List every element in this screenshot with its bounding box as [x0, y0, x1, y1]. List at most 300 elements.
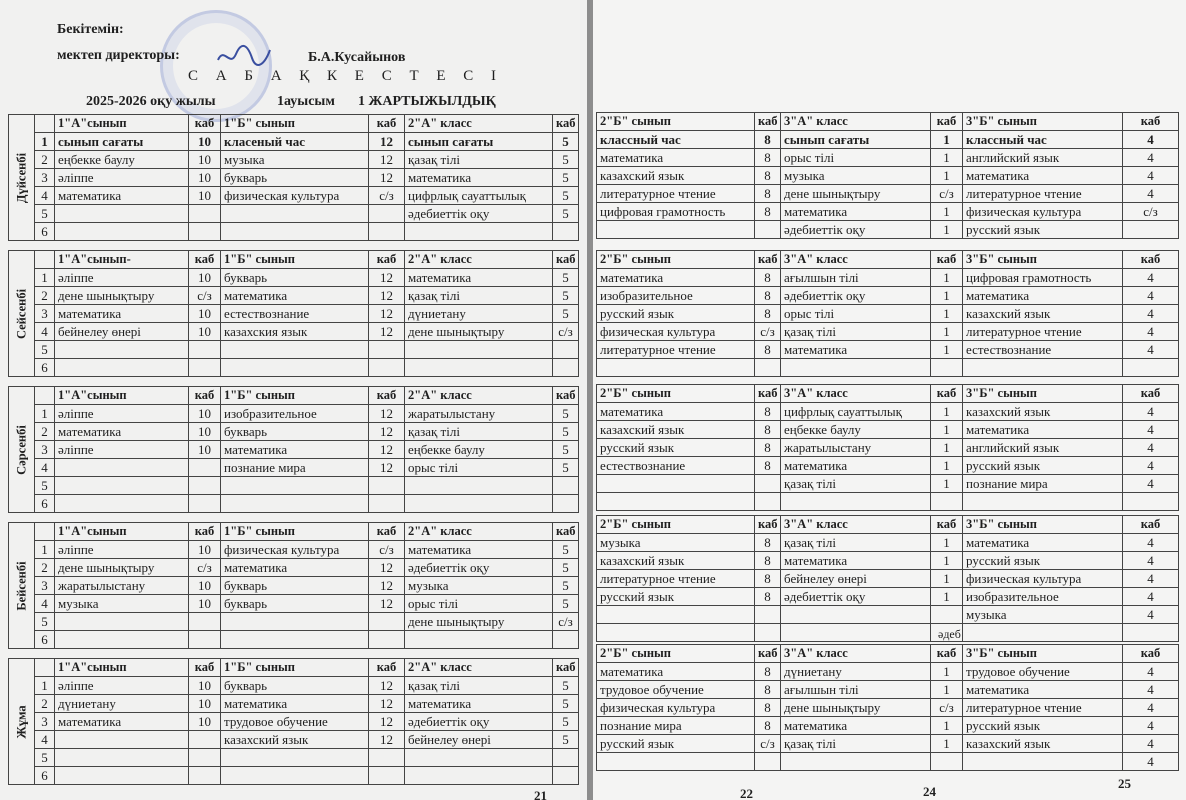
lesson-row	[597, 624, 1179, 642]
lesson-row	[9, 731, 579, 749]
subject-cell	[405, 223, 553, 241]
extra-note: әдеб	[938, 627, 961, 641]
subject-cell: трудовое обучение	[221, 713, 369, 731]
lesson-number: 6	[35, 359, 55, 377]
class-header: 2"Б" сынып	[597, 385, 755, 403]
subject-cell: математика	[781, 203, 931, 221]
subject-cell: естествознание	[963, 341, 1123, 359]
lesson-number: 4	[35, 187, 55, 205]
lesson-row	[597, 552, 1179, 570]
class-header: 3"Б" сынып	[963, 113, 1123, 131]
subject-cell: казахский язык	[221, 731, 369, 749]
lesson-row	[597, 221, 1179, 239]
room-cell: 8	[755, 149, 781, 167]
lesson-number: 1	[35, 541, 55, 559]
room-cell	[189, 495, 221, 513]
lesson-number-header	[35, 387, 55, 405]
room-cell: 4	[1123, 439, 1179, 457]
subject-cell: математика	[781, 457, 931, 475]
room-cell: 1	[931, 663, 963, 681]
page-number-22: 22	[740, 786, 753, 800]
room-cell: с/з	[189, 559, 221, 577]
room-cell: 10	[189, 541, 221, 559]
subject-cell: әдебиеттік оқу	[405, 559, 553, 577]
left-page	[0, 0, 587, 800]
subject-cell	[221, 359, 369, 377]
subject-cell: математика	[963, 421, 1123, 439]
room-cell	[369, 205, 405, 223]
room-cell	[553, 631, 579, 649]
class-header: 2"Б" сынып	[597, 516, 755, 534]
room-cell: с/з	[369, 187, 405, 205]
subject-cell	[597, 753, 755, 771]
subject-cell: сынып сағаты	[405, 133, 553, 151]
subject-cell: русский язык	[597, 735, 755, 753]
subject-cell: дене шынықтыру	[405, 613, 553, 631]
subject-cell: ағылшын тілі	[781, 269, 931, 287]
subject-cell	[963, 493, 1123, 511]
subject-cell: еңбекке баулу	[405, 441, 553, 459]
subject-cell: математика	[55, 305, 189, 323]
room-cell	[1123, 624, 1179, 642]
room-cell: 10	[189, 169, 221, 187]
class-header: 3"Б" сынып	[963, 645, 1123, 663]
room-cell: 4	[1123, 663, 1179, 681]
subject-cell: еңбекке баулу	[781, 421, 931, 439]
subject-cell: математика	[963, 681, 1123, 699]
class-header: 2"А" класс	[405, 251, 553, 269]
class-header: 1"А"сынып	[55, 115, 189, 133]
room-cell	[755, 606, 781, 624]
room-cell: 8	[755, 131, 781, 149]
room-header: каб	[189, 115, 221, 133]
room-cell: 4	[1123, 717, 1179, 735]
subject-cell: музыка	[221, 151, 369, 169]
room-cell: 4	[1123, 341, 1179, 359]
subject-cell	[221, 223, 369, 241]
room-cell: 1	[931, 552, 963, 570]
room-cell: 8	[755, 699, 781, 717]
room-cell: 5	[553, 405, 579, 423]
room-cell	[189, 767, 221, 785]
lesson-row	[9, 749, 579, 767]
room-cell: 1	[931, 588, 963, 606]
lesson-row	[9, 269, 579, 287]
subject-cell: музыка	[781, 167, 931, 185]
subject-cell: қазақ тілі	[781, 735, 931, 753]
room-cell: 5	[553, 731, 579, 749]
room-header: каб	[369, 523, 405, 541]
subject-cell: сынып сағаты	[55, 133, 189, 151]
lesson-row	[9, 223, 579, 241]
room-cell	[369, 613, 405, 631]
room-header: каб	[931, 385, 963, 403]
subject-cell: сынып сағаты	[781, 131, 931, 149]
class-header: 2"А" класс	[405, 387, 553, 405]
subject-cell	[221, 767, 369, 785]
room-cell: 8	[755, 403, 781, 421]
subject-cell: русский язык	[597, 439, 755, 457]
lesson-number-header	[35, 523, 55, 541]
subject-cell: математика	[597, 269, 755, 287]
room-cell: 4	[1123, 287, 1179, 305]
room-cell: 1	[931, 203, 963, 221]
room-cell: 4	[1123, 753, 1179, 771]
lesson-row	[597, 149, 1179, 167]
room-cell: с/з	[553, 323, 579, 341]
subject-cell	[55, 477, 189, 495]
lesson-number: 5	[35, 205, 55, 223]
room-cell	[369, 223, 405, 241]
class-header: 2"Б" сынып	[597, 645, 755, 663]
room-cell: 4	[1123, 699, 1179, 717]
subject-cell: қазақ тілі	[405, 677, 553, 695]
subject-cell	[55, 359, 189, 377]
lesson-row	[597, 131, 1179, 149]
subject-cell: орыс тілі	[405, 459, 553, 477]
subject-cell: изобразительное	[221, 405, 369, 423]
room-cell: с/з	[931, 699, 963, 717]
room-cell: 12	[369, 595, 405, 613]
subject-cell: физическая культура	[221, 187, 369, 205]
room-cell: 12	[369, 441, 405, 459]
room-cell	[189, 341, 221, 359]
day-table-3	[8, 386, 579, 513]
subject-cell: английский язык	[963, 149, 1123, 167]
room-cell: 4	[1123, 457, 1179, 475]
room-cell: 12	[369, 731, 405, 749]
subject-cell: математика	[221, 287, 369, 305]
subject-cell: әдебиеттік оқу	[405, 205, 553, 223]
subject-cell: математика	[221, 559, 369, 577]
room-header: каб	[369, 251, 405, 269]
room-cell	[189, 359, 221, 377]
subject-cell	[405, 341, 553, 359]
day-table-4	[8, 522, 579, 649]
subject-cell: казахский язык	[597, 552, 755, 570]
lesson-number: 3	[35, 577, 55, 595]
lesson-row	[597, 475, 1179, 493]
room-cell	[755, 475, 781, 493]
room-cell: 4	[1123, 570, 1179, 588]
class-header: 1"А"сынып	[55, 659, 189, 677]
room-cell: 4	[1123, 475, 1179, 493]
lesson-row	[597, 588, 1179, 606]
lesson-row	[9, 423, 579, 441]
lesson-row	[597, 681, 1179, 699]
room-cell: 8	[755, 570, 781, 588]
lesson-row	[9, 323, 579, 341]
subject-cell: математика	[781, 717, 931, 735]
subject-cell	[405, 749, 553, 767]
room-header: каб	[189, 387, 221, 405]
subject-cell: цифровая грамотность	[597, 203, 755, 221]
subject-cell: физическая культура	[963, 570, 1123, 588]
lesson-row	[597, 717, 1179, 735]
subject-cell: математика	[405, 169, 553, 187]
subject-cell	[963, 359, 1123, 377]
class-header: 2"Б" сынып	[597, 113, 755, 131]
lesson-row	[597, 439, 1179, 457]
room-cell	[369, 749, 405, 767]
subject-cell: жаратылыстану	[781, 439, 931, 457]
room-cell: 10	[189, 405, 221, 423]
room-cell: 1	[931, 269, 963, 287]
subject-cell: букварь	[221, 423, 369, 441]
subject-cell	[405, 359, 553, 377]
room-cell: 5	[553, 151, 579, 169]
day-name	[9, 387, 35, 513]
room-cell: 4	[1123, 305, 1179, 323]
subject-cell	[781, 624, 931, 642]
room-cell: 1	[931, 323, 963, 341]
subject-cell: дүниетану	[781, 663, 931, 681]
room-cell: 4	[1123, 131, 1179, 149]
lesson-row	[9, 205, 579, 223]
subject-cell	[781, 493, 931, 511]
room-cell	[553, 223, 579, 241]
lesson-number: 3	[35, 169, 55, 187]
subject-cell	[55, 767, 189, 785]
room-cell: с/з	[1123, 203, 1179, 221]
room-cell: 8	[755, 203, 781, 221]
room-cell: 1	[931, 681, 963, 699]
room-cell	[553, 749, 579, 767]
room-header: каб	[755, 251, 781, 269]
page-number-25: 25	[1118, 776, 1131, 791]
room-header: каб	[755, 516, 781, 534]
subject-cell: букварь	[221, 577, 369, 595]
room-cell: 10	[189, 677, 221, 695]
room-cell: 1	[931, 534, 963, 552]
subject-cell: әдебиеттік оқу	[781, 588, 931, 606]
lesson-row	[9, 133, 579, 151]
room-cell: 10	[189, 441, 221, 459]
lesson-row	[9, 713, 579, 731]
room-cell: 10	[189, 577, 221, 595]
class-header: 1"Б" сынып	[221, 659, 369, 677]
subject-cell	[55, 223, 189, 241]
subject-cell	[221, 477, 369, 495]
room-header: каб	[931, 516, 963, 534]
room-cell: 8	[755, 185, 781, 203]
class-header: 3"А" класс	[781, 251, 931, 269]
day-name-label: Сейсенбі	[14, 288, 28, 339]
day-name-label: Сәрсенбі	[14, 424, 28, 475]
room-cell: 10	[189, 133, 221, 151]
room-cell	[189, 631, 221, 649]
lesson-row	[9, 767, 579, 785]
room-cell: 12	[369, 287, 405, 305]
room-cell: 12	[369, 405, 405, 423]
room-cell	[189, 205, 221, 223]
lesson-number: 5	[35, 477, 55, 495]
lesson-number: 1	[35, 405, 55, 423]
lesson-number: 6	[35, 223, 55, 241]
room-cell: 1	[931, 305, 963, 323]
subject-cell: математика	[781, 341, 931, 359]
room-cell: 4	[1123, 588, 1179, 606]
room-cell: 8	[755, 457, 781, 475]
subject-cell: еңбекке баулу	[55, 151, 189, 169]
lesson-row	[9, 577, 579, 595]
class-header: 3"Б" сынып	[963, 385, 1123, 403]
lesson-number: 5	[35, 341, 55, 359]
class-header: 1"Б" сынып	[221, 523, 369, 541]
day-name-label: Жұма	[14, 704, 28, 739]
subject-cell: әліппе	[55, 441, 189, 459]
lesson-row	[597, 606, 1179, 624]
room-header: каб	[1123, 645, 1179, 663]
subject-cell: музыка	[597, 534, 755, 552]
right-page	[593, 0, 1186, 800]
subject-cell: русский язык	[597, 305, 755, 323]
room-cell: 10	[189, 595, 221, 613]
room-cell: 4	[1123, 552, 1179, 570]
subject-cell: букварь	[221, 169, 369, 187]
room-header: каб	[369, 659, 405, 677]
room-cell: 5	[553, 441, 579, 459]
subject-cell: музыка	[963, 606, 1123, 624]
subject-cell: букварь	[221, 269, 369, 287]
subject-cell: трудовое обучение	[963, 663, 1123, 681]
subject-cell: математика	[963, 287, 1123, 305]
room-cell: 4	[1123, 735, 1179, 753]
subject-cell: қазақ тілі	[405, 151, 553, 169]
subject-cell: казахский язык	[963, 305, 1123, 323]
room-cell: 8	[755, 588, 781, 606]
room-cell	[931, 359, 963, 377]
schedule-title: С А Б А Қ К Е С Т Е С І	[188, 68, 504, 84]
room-cell: 4	[1123, 167, 1179, 185]
lesson-number: 4	[35, 323, 55, 341]
subject-cell: математика	[963, 534, 1123, 552]
subject-cell: английский язык	[963, 439, 1123, 457]
subject-cell: классный час	[963, 131, 1123, 149]
subject-cell: қазақ тілі	[781, 323, 931, 341]
subject-cell: математика	[221, 441, 369, 459]
subject-cell: изобразительное	[597, 287, 755, 305]
room-cell: 4	[1123, 269, 1179, 287]
class-header: 2"А" класс	[405, 659, 553, 677]
subject-cell	[221, 205, 369, 223]
room-cell: 10	[189, 305, 221, 323]
lesson-row	[9, 695, 579, 713]
lesson-row	[9, 341, 579, 359]
room-cell: 5	[553, 559, 579, 577]
room-cell	[755, 493, 781, 511]
room-cell: 8	[755, 534, 781, 552]
subject-cell	[55, 459, 189, 477]
room-header: каб	[1123, 516, 1179, 534]
subject-cell: казахския язык	[221, 323, 369, 341]
subject-cell	[55, 341, 189, 359]
approve-label: Бекітемін:	[57, 22, 124, 37]
room-cell: 4	[1123, 403, 1179, 421]
room-header: каб	[553, 387, 579, 405]
subject-cell: литературное чтение	[963, 323, 1123, 341]
class-header: 1"Б" сынып	[221, 251, 369, 269]
class-header: 1"Б" сынып	[221, 387, 369, 405]
subject-cell: познание мира	[597, 717, 755, 735]
subject-cell: математика	[597, 663, 755, 681]
director-label: мектеп директоры:	[57, 48, 180, 63]
subject-cell: математика	[405, 541, 553, 559]
lesson-row	[9, 187, 579, 205]
lesson-row	[597, 323, 1179, 341]
room-cell	[931, 606, 963, 624]
subject-cell	[781, 753, 931, 771]
room-cell	[189, 477, 221, 495]
lesson-number: 4	[35, 459, 55, 477]
room-cell: 5	[553, 287, 579, 305]
subject-cell: орыс тілі	[405, 595, 553, 613]
lesson-row	[597, 185, 1179, 203]
room-cell: 10	[189, 423, 221, 441]
lesson-row	[9, 169, 579, 187]
subject-cell: литературное чтение	[597, 341, 755, 359]
room-header: каб	[369, 115, 405, 133]
room-cell: 12	[369, 169, 405, 187]
class-header: 2"А" класс	[405, 115, 553, 133]
subject-cell: математика	[963, 167, 1123, 185]
room-cell	[369, 767, 405, 785]
class-header: 1"А"сынып	[55, 523, 189, 541]
room-header: каб	[553, 251, 579, 269]
lesson-row	[597, 699, 1179, 717]
subject-cell	[405, 767, 553, 785]
subject-cell: русский язык	[597, 588, 755, 606]
lesson-row	[597, 341, 1179, 359]
lesson-row	[9, 677, 579, 695]
subject-cell: қазақ тілі	[405, 423, 553, 441]
room-cell: 12	[369, 677, 405, 695]
room-header: каб	[755, 645, 781, 663]
day-name	[9, 659, 35, 785]
lesson-row	[597, 359, 1179, 377]
subject-cell	[405, 631, 553, 649]
subject-cell: литературное чтение	[963, 699, 1123, 717]
lesson-number: 2	[35, 151, 55, 169]
room-cell	[553, 341, 579, 359]
subject-cell: трудовое обучение	[597, 681, 755, 699]
room-cell: 5	[553, 133, 579, 151]
lesson-row	[597, 403, 1179, 421]
room-cell	[1123, 359, 1179, 377]
subject-cell: цифровая грамотность	[963, 269, 1123, 287]
page-number-24: 24	[923, 784, 936, 799]
lesson-number: 6	[35, 631, 55, 649]
room-cell: 12	[369, 151, 405, 169]
subject-cell: естествознание	[221, 305, 369, 323]
room-cell: 8	[755, 663, 781, 681]
lesson-number: 6	[35, 495, 55, 513]
class-header: 2"Б" сынып	[597, 251, 755, 269]
room-cell: 12	[369, 459, 405, 477]
room-cell	[931, 493, 963, 511]
subject-cell: дене шынықтыру	[781, 185, 931, 203]
subject-cell: әдебиеттік оқу	[405, 713, 553, 731]
class-header: 3"А" класс	[781, 113, 931, 131]
lesson-row	[9, 495, 579, 513]
room-cell: 10	[189, 323, 221, 341]
lesson-row	[9, 151, 579, 169]
subject-cell: математика	[781, 552, 931, 570]
subject-cell	[405, 495, 553, 513]
class-header: 1"А"сынып	[55, 387, 189, 405]
subject-cell	[55, 631, 189, 649]
room-cell: 8	[755, 341, 781, 359]
